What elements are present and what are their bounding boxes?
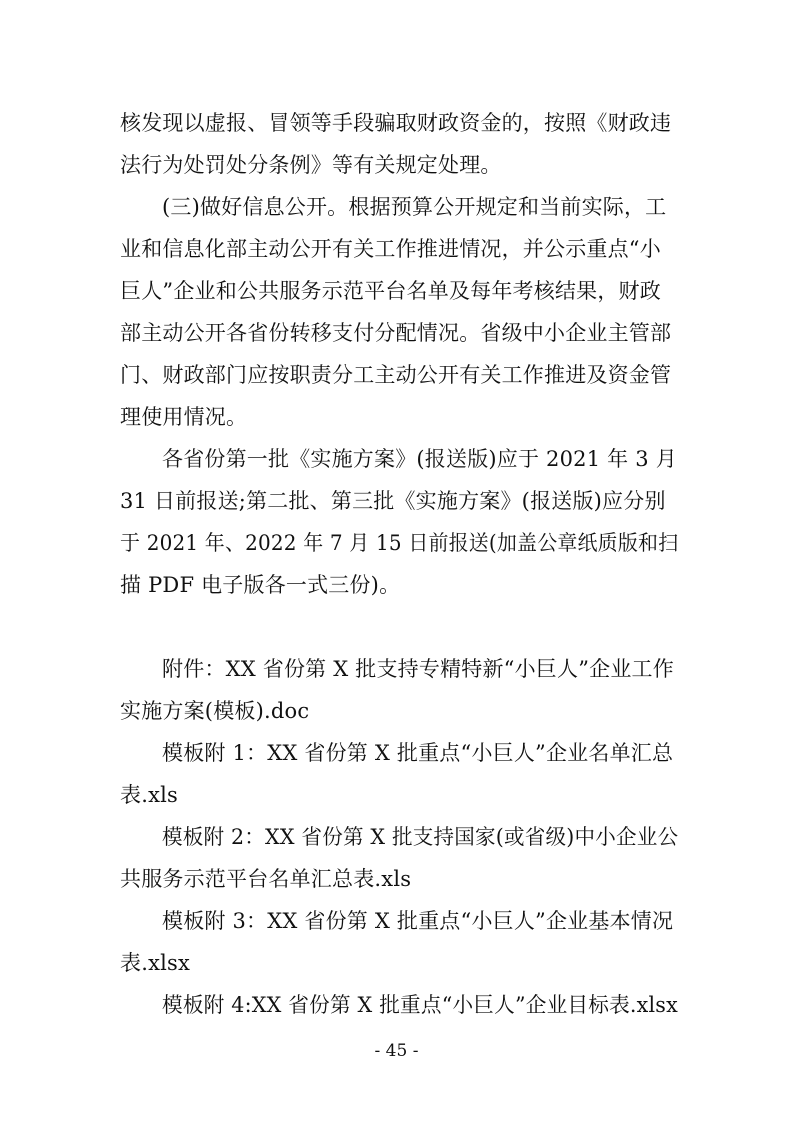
attachment-template-1-cont: 表.xls xyxy=(120,783,179,807)
page-number: - 45 - xyxy=(374,1041,419,1061)
attachment-main-cont: 实施方案(模板).doc xyxy=(120,699,310,723)
attachment-template-1: 模板附 1：XX 省份第 X 批重点“小巨人”企业名单汇总 xyxy=(162,741,674,765)
text-line-4: 业和信息化部主动公开有关工作推进情况，并公示重点“小 xyxy=(120,237,661,261)
text-line-7: 门、财政部门应按职责分工主动公开有关工作推进及资金管 xyxy=(120,363,672,387)
text-line-5: 巨人”企业和公共服务示范平台名单及每年考核结果，财政 xyxy=(120,279,661,303)
paragraph-submission: 各省份第一批《实施方案》(报送版)应于 2021 年 3 月 xyxy=(162,447,677,471)
attachment-template-3: 模板附 3：XX 省份第 X 批重点“小巨人”企业基本情况 xyxy=(162,909,674,933)
text-line-10: 31 日前报送;第二批、第三批《实施方案》(报送版)应分别 xyxy=(120,489,666,513)
attachment-template-4: 模板附 4:XX 省份第 X 批重点“小巨人”企业目标表.xlsx xyxy=(162,993,678,1017)
text-line-1: 核发现以虚报、冒领等手段骗取财政资金的，按照《财政违 xyxy=(120,111,672,135)
text-line-2: 法行为处罚处分条例》等有关规定处理。 xyxy=(120,153,502,177)
attachment-main: 附件：XX 省份第 X 批支持专精特新“小巨人”企业工作 xyxy=(162,657,674,681)
text-line-12: 描 PDF 电子版各一式三份)。 xyxy=(120,573,401,597)
text-line-6: 部主动公开各省份转移支付分配情况。省级中小企业主管部 xyxy=(120,321,672,345)
text-line-11: 于 2021 年、2022 年 7 月 15 日前报送(加盖公章纸质版和扫 xyxy=(120,531,679,555)
attachment-template-2-cont: 共服务示范平台名单汇总表.xls xyxy=(120,867,412,891)
attachment-template-3-cont: 表.xlsx xyxy=(120,951,191,975)
paragraph-info-disclosure: (三)做好信息公开。根据预算公开规定和当前实际，工 xyxy=(162,195,667,219)
attachment-template-2: 模板附 2：XX 省份第 X 批支持国家(或省级)中小企业公 xyxy=(162,825,679,849)
text-line-8: 理使用情况。 xyxy=(120,405,248,429)
